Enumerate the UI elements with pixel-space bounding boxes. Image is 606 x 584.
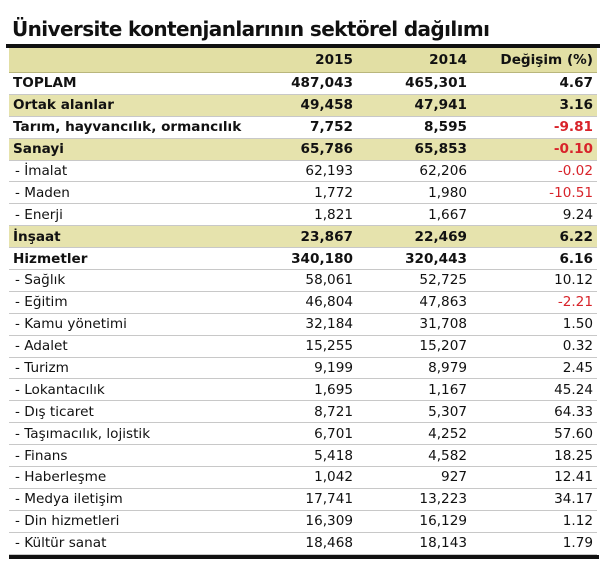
value-2014: 927 <box>357 467 471 489</box>
value-2014: 47,941 <box>357 94 471 116</box>
value-2015: 1,772 <box>261 182 357 204</box>
value-2014: 16,129 <box>357 510 471 532</box>
row-label: - Dış ticaret <box>9 401 261 423</box>
value-2014: 5,307 <box>357 401 471 423</box>
table-row <box>9 73 597 95</box>
table-row <box>9 313 597 335</box>
value-change: -0.10 <box>471 138 597 160</box>
value-2015: 46,804 <box>261 291 357 313</box>
table-row <box>9 160 597 182</box>
table-row <box>9 423 597 445</box>
value-2015: 65,786 <box>261 138 357 160</box>
table-row <box>9 204 597 226</box>
data-table <box>9 48 597 555</box>
value-2014: 8,595 <box>357 116 471 138</box>
value-2015: 5,418 <box>261 445 357 467</box>
table-row <box>9 379 597 401</box>
row-label: - Lokantacılık <box>9 379 261 401</box>
table-row <box>9 291 597 313</box>
table-header-row <box>9 48 597 73</box>
value-2014: 22,469 <box>357 226 471 248</box>
value-change: 57.60 <box>471 423 597 445</box>
table-row <box>9 116 597 138</box>
value-2015: 1,695 <box>261 379 357 401</box>
value-2014: 465,301 <box>357 73 471 95</box>
table-row <box>9 138 597 160</box>
table-row <box>9 445 597 467</box>
value-change: 0.32 <box>471 335 597 357</box>
table-row <box>9 182 597 204</box>
row-label: Hizmetler <box>9 248 261 270</box>
value-2014: 1,667 <box>357 204 471 226</box>
value-change: -2.21 <box>471 291 597 313</box>
row-label: - Finans <box>9 445 261 467</box>
bottom-rule <box>9 555 599 559</box>
row-label: - Sağlık <box>9 270 261 292</box>
value-change: 1.50 <box>471 313 597 335</box>
value-2015: 340,180 <box>261 248 357 270</box>
header-2014: 2014 <box>357 48 471 73</box>
value-2014: 62,206 <box>357 160 471 182</box>
page-title: Üniversite kontenjanlarının sektörel dağılımı <box>6 14 600 48</box>
value-2014: 52,725 <box>357 270 471 292</box>
table-row <box>9 226 597 248</box>
value-change: 4.67 <box>471 73 597 95</box>
value-change: 64.33 <box>471 401 597 423</box>
row-label: - Din hizmetleri <box>9 510 261 532</box>
value-2014: 15,207 <box>357 335 471 357</box>
value-change: 45.24 <box>471 379 597 401</box>
value-2014: 13,223 <box>357 488 471 510</box>
table-row <box>9 94 597 116</box>
value-2015: 8,721 <box>261 401 357 423</box>
value-2015: 1,042 <box>261 467 357 489</box>
row-label: TOPLAM <box>9 73 261 95</box>
value-2014: 18,143 <box>357 532 471 554</box>
row-label: - Taşımacılık, lojistik <box>9 423 261 445</box>
value-change: -0.02 <box>471 160 597 182</box>
row-label: - Adalet <box>9 335 261 357</box>
value-2015: 62,193 <box>261 160 357 182</box>
value-2015: 17,741 <box>261 488 357 510</box>
value-2015: 18,468 <box>261 532 357 554</box>
value-2014: 1,167 <box>357 379 471 401</box>
value-2014: 47,863 <box>357 291 471 313</box>
value-2014: 4,582 <box>357 445 471 467</box>
row-label: - Haberleşme <box>9 467 261 489</box>
infographic <box>6 14 600 559</box>
table-row <box>9 488 597 510</box>
value-change: 34.17 <box>471 488 597 510</box>
table-row <box>9 248 597 270</box>
row-label: Sanayi <box>9 138 261 160</box>
header-2015: 2015 <box>261 48 357 73</box>
table-row <box>9 532 597 554</box>
table-row <box>9 270 597 292</box>
row-label: - İmalat <box>9 160 261 182</box>
value-change: 10.12 <box>471 270 597 292</box>
table-row <box>9 335 597 357</box>
value-2015: 6,701 <box>261 423 357 445</box>
value-2015: 1,821 <box>261 204 357 226</box>
table-row <box>9 401 597 423</box>
row-label: İnşaat <box>9 226 261 248</box>
row-label: - Medya iletişim <box>9 488 261 510</box>
row-label: - Enerji <box>9 204 261 226</box>
value-2014: 31,708 <box>357 313 471 335</box>
value-2015: 32,184 <box>261 313 357 335</box>
value-change: 12.41 <box>471 467 597 489</box>
value-change: 9.24 <box>471 204 597 226</box>
row-label: - Turizm <box>9 357 261 379</box>
value-2014: 1,980 <box>357 182 471 204</box>
value-2014: 8,979 <box>357 357 471 379</box>
row-label: - Maden <box>9 182 261 204</box>
value-2015: 9,199 <box>261 357 357 379</box>
value-2015: 15,255 <box>261 335 357 357</box>
table-row <box>9 467 597 489</box>
value-change: 6.16 <box>471 248 597 270</box>
value-2014: 320,443 <box>357 248 471 270</box>
value-change: -9.81 <box>471 116 597 138</box>
row-label: Ortak alanlar <box>9 94 261 116</box>
row-label: - Kültür sanat <box>9 532 261 554</box>
value-change: 2.45 <box>471 357 597 379</box>
value-change: 18.25 <box>471 445 597 467</box>
header-change: Değişim (%) <box>471 48 597 73</box>
value-2015: 16,309 <box>261 510 357 532</box>
table-row <box>9 357 597 379</box>
value-change: 1.79 <box>471 532 597 554</box>
row-label: - Eğitim <box>9 291 261 313</box>
row-label: Tarım, hayvancılık, ormancılık <box>9 116 261 138</box>
value-2015: 7,752 <box>261 116 357 138</box>
value-2015: 487,043 <box>261 73 357 95</box>
value-change: 6.22 <box>471 226 597 248</box>
value-2014: 4,252 <box>357 423 471 445</box>
table-body <box>9 73 597 555</box>
header-sector <box>9 48 261 73</box>
value-change: 1.12 <box>471 510 597 532</box>
value-2015: 23,867 <box>261 226 357 248</box>
value-2015: 58,061 <box>261 270 357 292</box>
value-change: -10.51 <box>471 182 597 204</box>
value-change: 3.16 <box>471 94 597 116</box>
value-2014: 65,853 <box>357 138 471 160</box>
value-2015: 49,458 <box>261 94 357 116</box>
row-label: - Kamu yönetimi <box>9 313 261 335</box>
table-row <box>9 510 597 532</box>
